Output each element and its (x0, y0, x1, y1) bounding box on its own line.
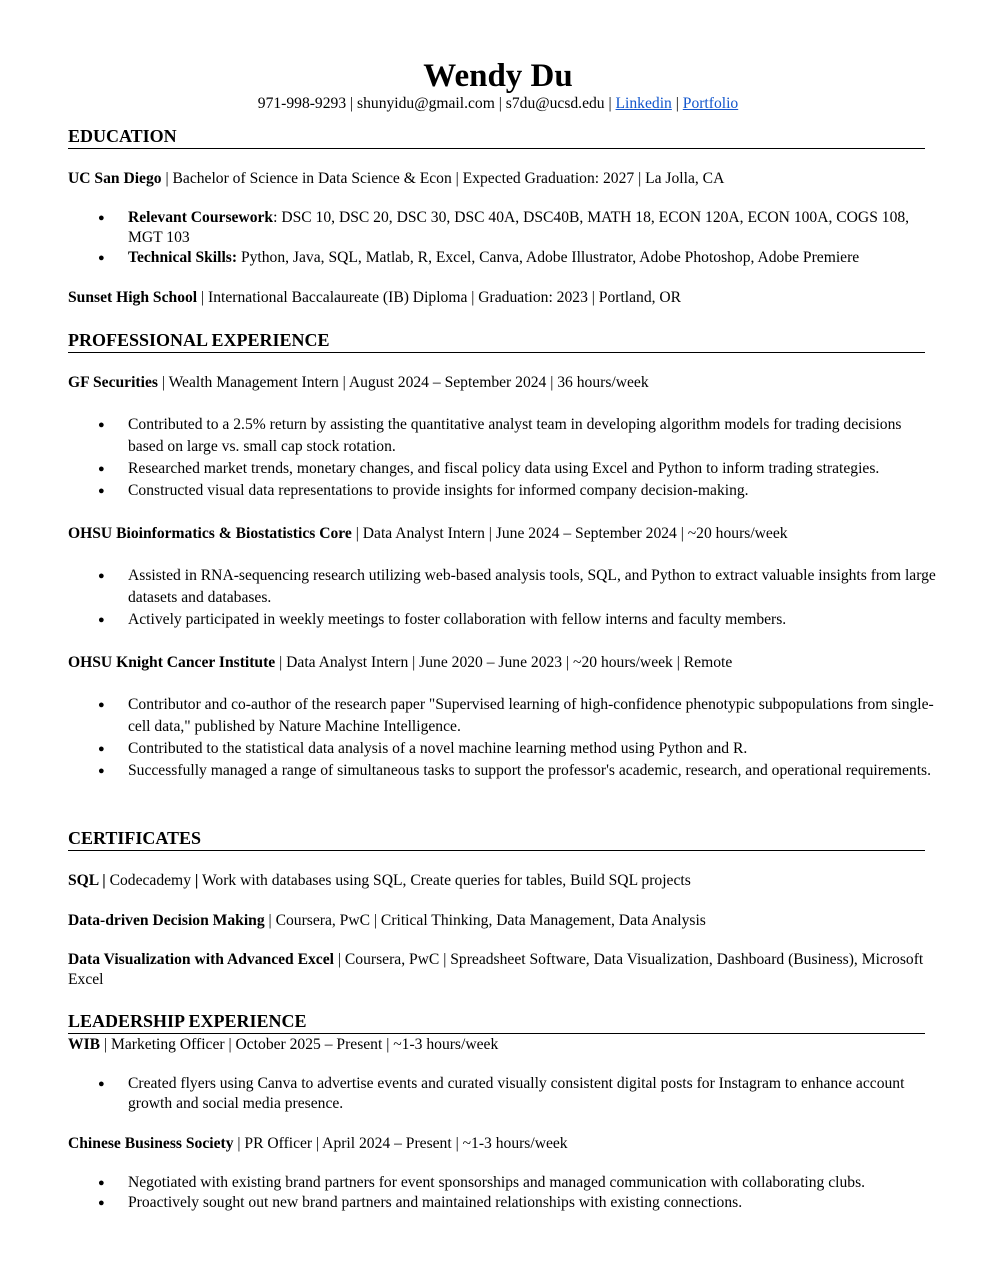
role-header: Chinese Business Society | PR Officer | April 2024 – Present | ~1-3 hours/week (68, 1135, 568, 1152)
list-item: ● Assisted in RNA-sequencing research utilizing web-based analysis tools, SQL, and Python to extract valuable insights from large datasets and databases. (68, 565, 936, 609)
role-bullets (68, 1173, 936, 1213)
school-name: UC San Diego (68, 170, 162, 187)
section-heading-experience: PROFESSIONAL EXPERIENCE (68, 329, 925, 353)
contact-line: 971-998-9293 | shunyidu@gmail.com | s7du@ucsd.edu | Linkedin | Portfolio (257, 95, 739, 112)
list-item: ● Created flyers using Canva to advertise events and curated visually consistent digital posts for Instagram to enhance account growth and social media presence. (68, 1074, 936, 1114)
certificate-item: Data-driven Decision Making | Coursera, PwC | Critical Thinking, Data Management, Data Analysis (68, 912, 706, 929)
list-item: ● Negotiated with existing brand partners for event sponsorships and managed communication with collaborating clubs. (68, 1173, 936, 1193)
education-sunset: Sunset High School | International Baccalaureate (IB) Diploma | Graduation: 2023 | Portland, OR (68, 289, 682, 306)
list-item: ● Technical Skills: Python, Java, SQL, Matlab, R, Excel, Canva, Adobe Illustrator, Adobe Photoshop, Adobe Premiere (68, 248, 936, 268)
role-bullets (68, 1074, 936, 1114)
list-item: ● Constructed visual data representations to provide insights for informed company decision-making. (68, 480, 936, 502)
linkedin-link[interactable]: Linkedin (615, 95, 672, 112)
list-item: ● Proactively sought out new brand partners and maintained relationships with existing connections. (68, 1193, 936, 1213)
section-heading-leadership: LEADERSHIP EXPERIENCE (68, 1010, 925, 1034)
job-header: OHSU Bioinformatics & Biostatistics Core | Data Analyst Intern | June 2024 – September 2024 | ~20 hours/week (68, 525, 788, 542)
portfolio-link[interactable]: Portfolio (682, 95, 739, 112)
job-header: OHSU Knight Cancer Institute | Data Analyst Intern | June 2020 – June 2023 | ~20 hours/week | Remote (68, 654, 733, 671)
list-item: ● Contributor and co-author of the research paper "Supervised learning of high-confidence phenotypic subpopulations from single-cell data," published by Nature Machine Intelligence. (68, 694, 936, 738)
list-item: ● Relevant Coursework: DSC 10, DSC 20, DSC 30, DSC 40A, DSC40B, MATH 18, ECON 120A, ECON 100A, COGS 108, MGT 103 (68, 208, 936, 248)
resume-name: Wendy Du (423, 58, 573, 94)
section-heading-education: EDUCATION (68, 125, 925, 149)
email-school: s7du@ucsd.edu (505, 95, 605, 112)
certificate-item: SQL | Codecademy | Work with databases using SQL, Create queries for tables, Build SQL projects (68, 872, 691, 889)
list-item: ● Successfully managed a range of simultaneous tasks to support the professor's academic, research, and operational requirements. (68, 760, 936, 782)
list-item: ● Contributed to a 2.5% return by assisting the quantitative analyst team in developing algorithm models for trading decisions based on large vs. small cap stock rotation. (68, 414, 936, 458)
list-item: ● Researched market trends, monetary changes, and fiscal policy data using Excel and Python to inform trading strategies. (68, 458, 936, 480)
job-bullets (68, 414, 936, 502)
job-bullets (68, 694, 936, 782)
certificate-item: Data Visualization with Advanced Excel | Coursera, PwC | Spreadsheet Software, Data Visualization, Dashboard (Business), Microsoft Excel (68, 951, 924, 988)
job-header: GF Securities | Wealth Management Intern | August 2024 – September 2024 | 36 hours/week (68, 374, 649, 391)
list-item: ● Contributed to the statistical data analysis of a novel machine learning method using Python and R. (68, 738, 936, 760)
education-ucsd: UC San Diego | Bachelor of Science in Data Science & Econ | Expected Graduation: 2027 | La Jolla, CA (68, 170, 725, 187)
phone: 971-998-9293 (257, 95, 347, 112)
education-ucsd-details (68, 208, 936, 268)
role-header: WIB | Marketing Officer | October 2025 – Present | ~1-3 hours/week (68, 1036, 499, 1053)
list-item: ● Actively participated in weekly meetings to foster collaboration with fellow interns and faculty members. (68, 609, 936, 631)
school-name: Sunset High School (68, 289, 198, 306)
email-personal: shunyidu@gmail.com (357, 95, 495, 112)
job-bullets (68, 565, 936, 631)
section-heading-certificates: CERTIFICATES (68, 827, 925, 851)
